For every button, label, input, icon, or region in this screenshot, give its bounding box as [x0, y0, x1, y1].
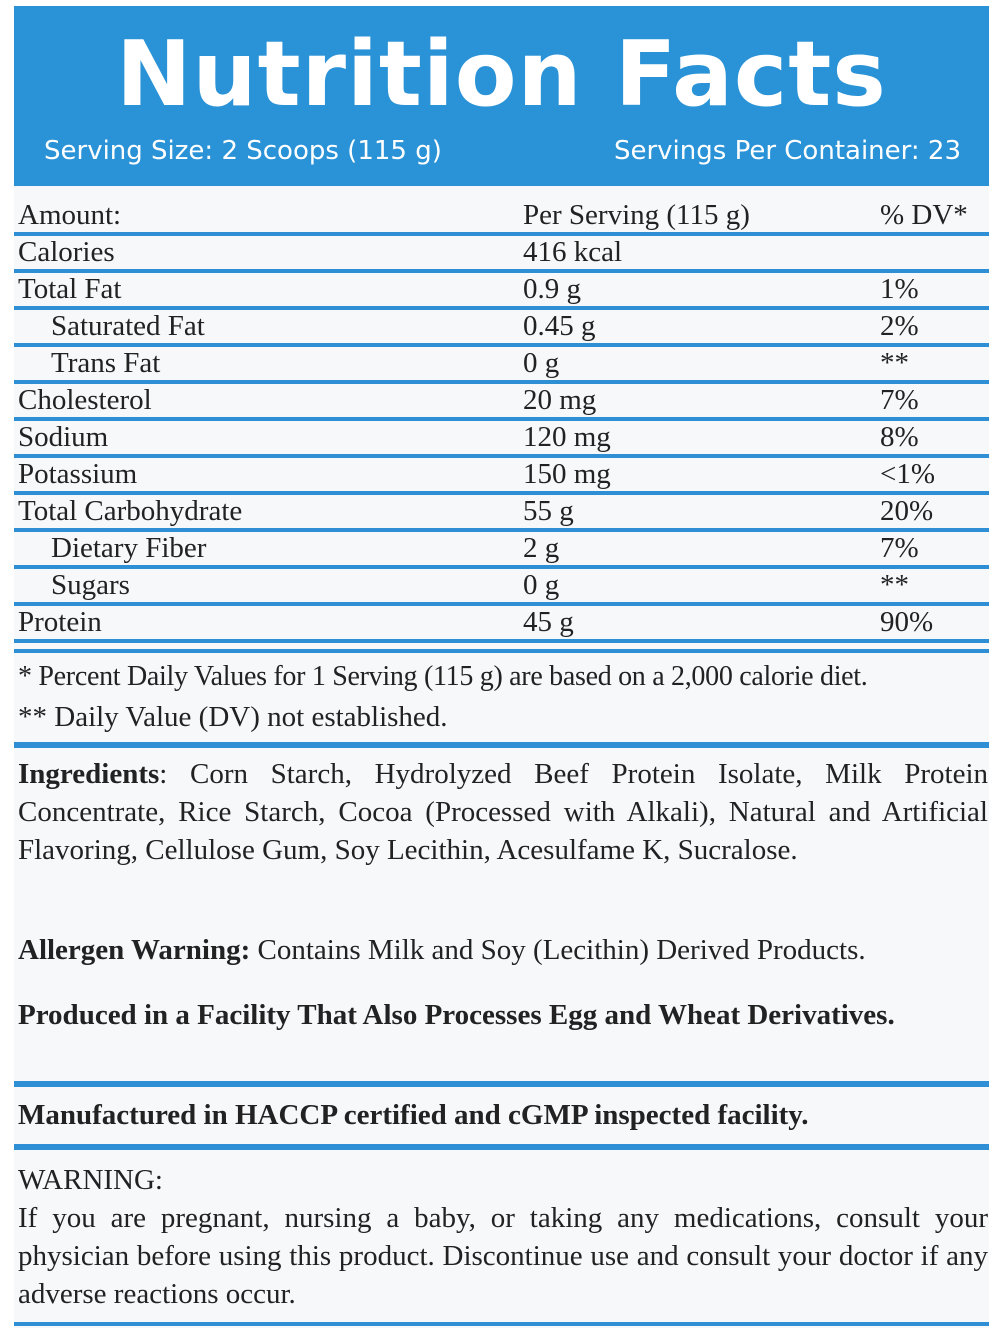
- warning-text: If you are pregnant, nursing a baby, or taking any medications, consult your physician before using this product. Discontinue use and consult your doctor if any adverse reactions occur.: [18, 1202, 988, 1310]
- nutrient-name: Total Fat: [18, 273, 122, 305]
- divider: [14, 1081, 989, 1087]
- nutrient-dv: 2%: [880, 310, 919, 342]
- label-header: [14, 6, 989, 186]
- divider: [14, 1144, 989, 1150]
- nutrient-name: Dietary Fiber: [51, 532, 207, 564]
- table-row: [14, 232, 989, 273]
- nutrient-amount: 55 g: [523, 495, 574, 527]
- nutrient-amount: 150 mg: [523, 458, 611, 490]
- nutrient-name: Sodium: [18, 421, 109, 453]
- allergen-label: Allergen Warning:: [18, 934, 251, 966]
- nutrient-name: Total Carbohydrate: [18, 495, 243, 527]
- table-row: [14, 491, 989, 532]
- divider: [14, 1322, 989, 1326]
- nutrient-amount: 0 g: [523, 347, 560, 379]
- column-header-amount: Amount:: [18, 199, 122, 231]
- nutrient-amount: 45 g: [523, 606, 574, 638]
- divider: [14, 742, 989, 748]
- label-title: Nutrition Facts: [116, 22, 887, 127]
- table-row: [14, 306, 989, 347]
- nutrient-dv: 1%: [880, 273, 919, 305]
- table-row: [14, 269, 989, 310]
- nutrient-dv: 7%: [880, 532, 919, 564]
- table-row: [14, 343, 989, 384]
- table-row: [14, 565, 989, 606]
- nutrient-name: Calories: [18, 236, 115, 268]
- nutrient-dv: 90%: [880, 606, 934, 638]
- allergen-text: Contains Milk and Soy (Lecithin) Derived Products.: [250, 934, 866, 966]
- serving-size: Serving Size: 2 Scoops (115 g): [44, 136, 442, 166]
- table-row: [14, 380, 989, 421]
- dv-footnote: * Percent Daily Values for 1 Serving (115 g) are based on a 2,000 calorie diet.: [18, 661, 868, 692]
- nutrient-amount: 2 g: [523, 532, 560, 564]
- ingredients-label: Ingredients: [18, 758, 160, 790]
- nutrient-name: Protein: [18, 606, 102, 638]
- table-row: [14, 602, 989, 643]
- nutrient-dv: 20%: [880, 495, 934, 527]
- table-row: [14, 528, 989, 569]
- table-row: [14, 417, 989, 458]
- nutrient-name: Saturated Fat: [51, 310, 205, 342]
- nutrition-label: [14, 6, 989, 1328]
- column-header-per-serving: Per Serving (115 g): [523, 199, 750, 231]
- nutrient-name: Cholesterol: [18, 384, 152, 416]
- ingredients-list: : Corn Starch, Hydrolyzed Beef Protein Isolate, Milk Protein Concentrate, Rice Starch, Cocoa (Processed with Alkali), Natural and Artificial Flavoring, Cellulose Gum, Soy Lecithin, Acesulfame K, Sucralose.: [18, 758, 988, 866]
- servings-per-container: Servings Per Container: 23: [613, 136, 961, 166]
- nutrient-amount: 0.9 g: [523, 273, 581, 305]
- divider: [14, 649, 989, 653]
- nutrient-amount: 0 g: [523, 569, 560, 601]
- ingredients-text: [18, 755, 988, 869]
- nutrient-dv: **: [880, 347, 909, 379]
- nutrient-name: Potassium: [18, 458, 138, 490]
- nutrient-dv: 8%: [880, 421, 919, 453]
- nutrient-amount: 20 mg: [523, 384, 597, 416]
- nutrient-amount: 0.45 g: [523, 310, 596, 342]
- column-header-dv: % DV*: [880, 199, 968, 231]
- nutrient-dv: **: [880, 569, 909, 601]
- facility-note: Produced in a Facility That Also Processes Egg and Wheat Derivatives.: [18, 999, 895, 1031]
- nutrient-dv: 7%: [880, 384, 919, 416]
- allergen-warning: [18, 931, 988, 969]
- nutrient-amount: 416 kcal: [523, 236, 623, 268]
- nutrient-amount: 120 mg: [523, 421, 611, 453]
- nutrient-dv: <1%: [880, 458, 936, 490]
- warning-heading: WARNING:: [18, 1164, 163, 1196]
- dv-not-established-footnote: ** Daily Value (DV) not established.: [18, 701, 448, 733]
- nutrient-name: Sugars: [51, 569, 130, 601]
- manufactured-note: Manufactured in HACCP certified and cGMP inspected facility.: [18, 1099, 809, 1131]
- table-row: [14, 454, 989, 495]
- nutrient-name: Trans Fat: [51, 347, 161, 379]
- table-header-row: [14, 195, 989, 236]
